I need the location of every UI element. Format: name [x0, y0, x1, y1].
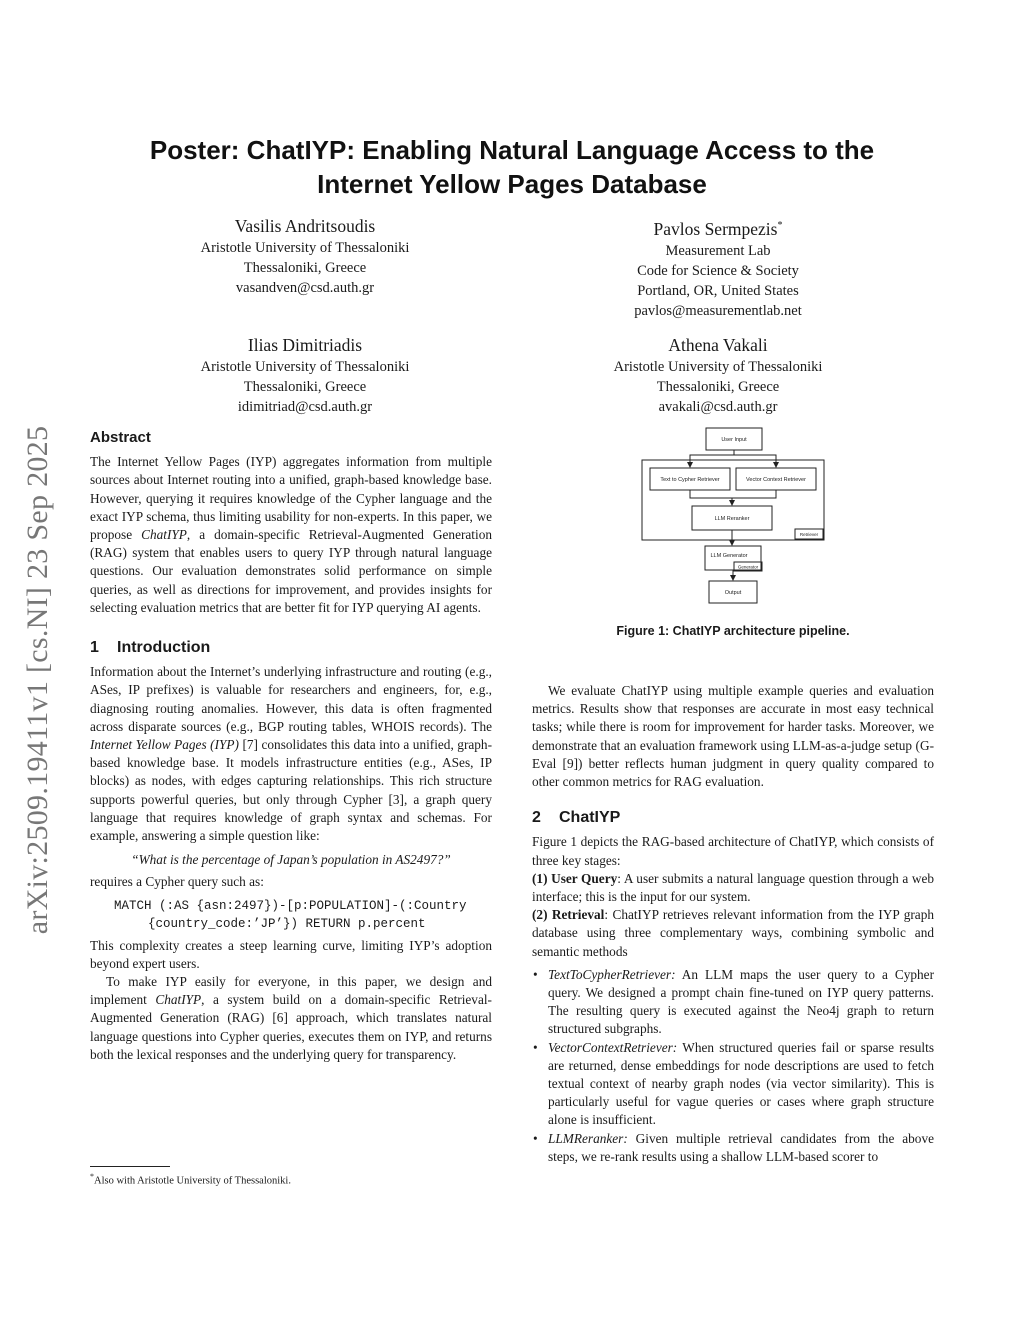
title-line-2: Internet Yellow Pages Database — [317, 169, 707, 199]
diagram-label: Output — [724, 590, 742, 596]
footnote: *Also with Aristotle University of Thessaloniki. — [90, 1172, 291, 1187]
right-column — [532, 682, 934, 1166]
title-line-1: Poster: ChatIYP: Enabling Natural Language Access to the — [149, 135, 875, 165]
cypher-code-block — [114, 897, 492, 933]
intro-paragraph-3: To make IYP easily for everyone, in this paper, we design and implement ChatIYP, a system build on a domain-specific Retrieval-Augmented Generation (RAG) [6] approach, which translates natural language questions into Cypher queries, executes them on IYP, and returns both the lexical responses and the underlying query for transparency. — [90, 974, 492, 1062]
diagram-label: User Input — [721, 437, 747, 443]
author-email: avakali@csd.auth.gr — [658, 399, 778, 415]
author-email: pavlos@measurementlab.net — [634, 302, 802, 319]
section-heading-introduction: 1 Introduction — [90, 639, 211, 657]
stage-retrieval: (2) Retrieval: ChatIYP retrieves relevant information from the IYP graph database using three complementary ways, combining symbolic and semantic methods — [532, 907, 934, 959]
section-heading-chatiyp: 2 ChatIYP — [532, 809, 621, 827]
author-affiliation: Measurement Lab — [665, 242, 771, 259]
code-line-1: MATCH (:AS {asn:2497})-[p:POPULATION]-(:Country — [114, 898, 467, 913]
diagram-label: Text to Cypher Retriever — [660, 477, 720, 483]
author-block-2 — [563, 214, 873, 321]
author-name: Pavlos Sermpezis* — [653, 218, 783, 239]
abstract-text: The Internet Yellow Pages (IYP) aggregates information from multiple sources about Internet routing into a unified, graph-based knowledge base. However, querying it requires knowledge of the Cypher language and the exact IYP schema, thus limiting usability for non-experts. In this paper, we propose ChatIYP, a domain-specific Retrieval-Augmented Generation (RAG) system that enables users to query IYP through natural language questions. Our evaluation demonstrates solid performance on simple queries, as well as directions for improvement, and provides insights for selecting evaluation metrics that are better fit for IYP querying AI agents. — [90, 454, 492, 615]
architecture-diagram — [630, 424, 840, 609]
code-line-2: {country_code:’JP’}) RETURN p.percent — [148, 916, 426, 931]
retriever-group-box — [642, 460, 824, 540]
author-location: Thessaloniki, Greece — [243, 379, 367, 395]
author-name: Ilias Dimitriadis — [247, 335, 363, 355]
figure-caption: Figure 1: ChatIYP architecture pipeline. — [616, 624, 850, 638]
abstract-heading: Abstract — [90, 429, 151, 446]
list-item: • TextToCypherRetriever: An LLM maps the user query to a Cypher query. We designed a prompt chain fine-tuned on IYP query patterns. The resulting query is executed against the Neo4j graph to return structured subgraphs. — [532, 966, 934, 1039]
author-affiliation-2: Code for Science & Society — [637, 262, 799, 279]
stage-user-query: (1) User Query: A user submits a natural language question through a web interface; this is the input for our system. — [532, 870, 934, 905]
author-block-1 — [150, 214, 460, 298]
intro-paragraph-2: This complexity creates a steep learning curve, limiting IYP’s adoption beyond expert users. — [90, 937, 492, 971]
diagram-label: LLM Reranker — [714, 516, 750, 522]
requires-text: requires a Cypher query such as: — [90, 874, 264, 890]
author-affiliation: Aristotle University of Thessaloniki — [200, 359, 410, 375]
left-column — [90, 429, 492, 1064]
author-name: Vasilis Andritsoudis — [234, 216, 376, 236]
author-location: Thessaloniki, Greece — [656, 379, 780, 395]
author-affiliation: Aristotle University of Thessaloniki — [200, 240, 410, 256]
right-paragraph-1: We evaluate ChatIYP using multiple example queries and evaluation metrics. Results show that responses are accurate in most easy technical tasks; while there is room for improvement for harder tasks. Moreover, we demonstrate that an evaluation framework using LLM-as-a-judge setup (G-Eval [9]) better reflects human judgment in query quality compared to other common metrics for RAG evaluation. — [532, 683, 934, 790]
arxiv-sidebar — [8, 390, 68, 970]
diagram-label: Vector Context Retriever — [746, 477, 806, 483]
author-email: vasandven@csd.auth.gr — [235, 280, 375, 296]
list-item: • LLMReranker: Given multiple retrieval candidates from the above steps, we re-rank results using a shallow LLM-based scorer to — [532, 1130, 934, 1166]
diagram-label: Retriever — [799, 532, 819, 537]
diagram-label: Generator — [737, 564, 759, 570]
author-email: idimitriad@csd.auth.gr — [237, 399, 373, 415]
retriever-list — [532, 966, 934, 1166]
author-location: Portland, OR, United States — [637, 282, 799, 299]
arxiv-id: arXiv:2509.19411v1 [cs.NI] 23 Sep 2025 — [21, 425, 54, 935]
author-location: Thessaloniki, Greece — [243, 260, 367, 276]
author-affiliation: Aristotle University of Thessaloniki — [613, 359, 823, 375]
footnote-rule — [90, 1166, 170, 1167]
author-block-4 — [563, 333, 873, 417]
example-question: “What is the percentage of Japan’s population in AS2497?” — [131, 852, 451, 868]
chatiyp-paragraph: Figure 1 depicts the RAG-based architecture of ChatIYP, which consists of three key stages: — [532, 834, 934, 868]
intro-paragraph-1: Information about the Internet’s underlying infrastructure and routing (e.g., ASes, IP prefixes) is valuable for researchers and engineers, for, e.g., diagnosing routing anomalies. However, this data is often fragmented across disparate sources (e.g., BGP routing tables, WHOIS records). The Internet Yellow Pages (IYP) [7] consolidates this data into a unified, graph-based knowledge base. It models infrastructure entities (e.g., ASes, IP blocks) as nodes, with edges capturing relationships. This rich structure supports powerful queries, but only through Cypher [3], a graph query language that requires knowledge of graph syntax and schemas. For example, answering a simple question like: — [90, 664, 493, 844]
author-block-3 — [150, 333, 460, 417]
list-item: • VectorContextRetriever: When structured queries fail or sparse results are returned, dense embeddings for node descriptions are used to fetch textual context of nearby graph nodes (via vector similarity). This is particularly useful for vague queries or cases where graph structure alone is insufficient. — [532, 1039, 934, 1130]
paper-title — [110, 133, 914, 201]
author-name: Athena Vakali — [668, 335, 768, 355]
diagram-label: LLM Generator — [710, 553, 748, 559]
